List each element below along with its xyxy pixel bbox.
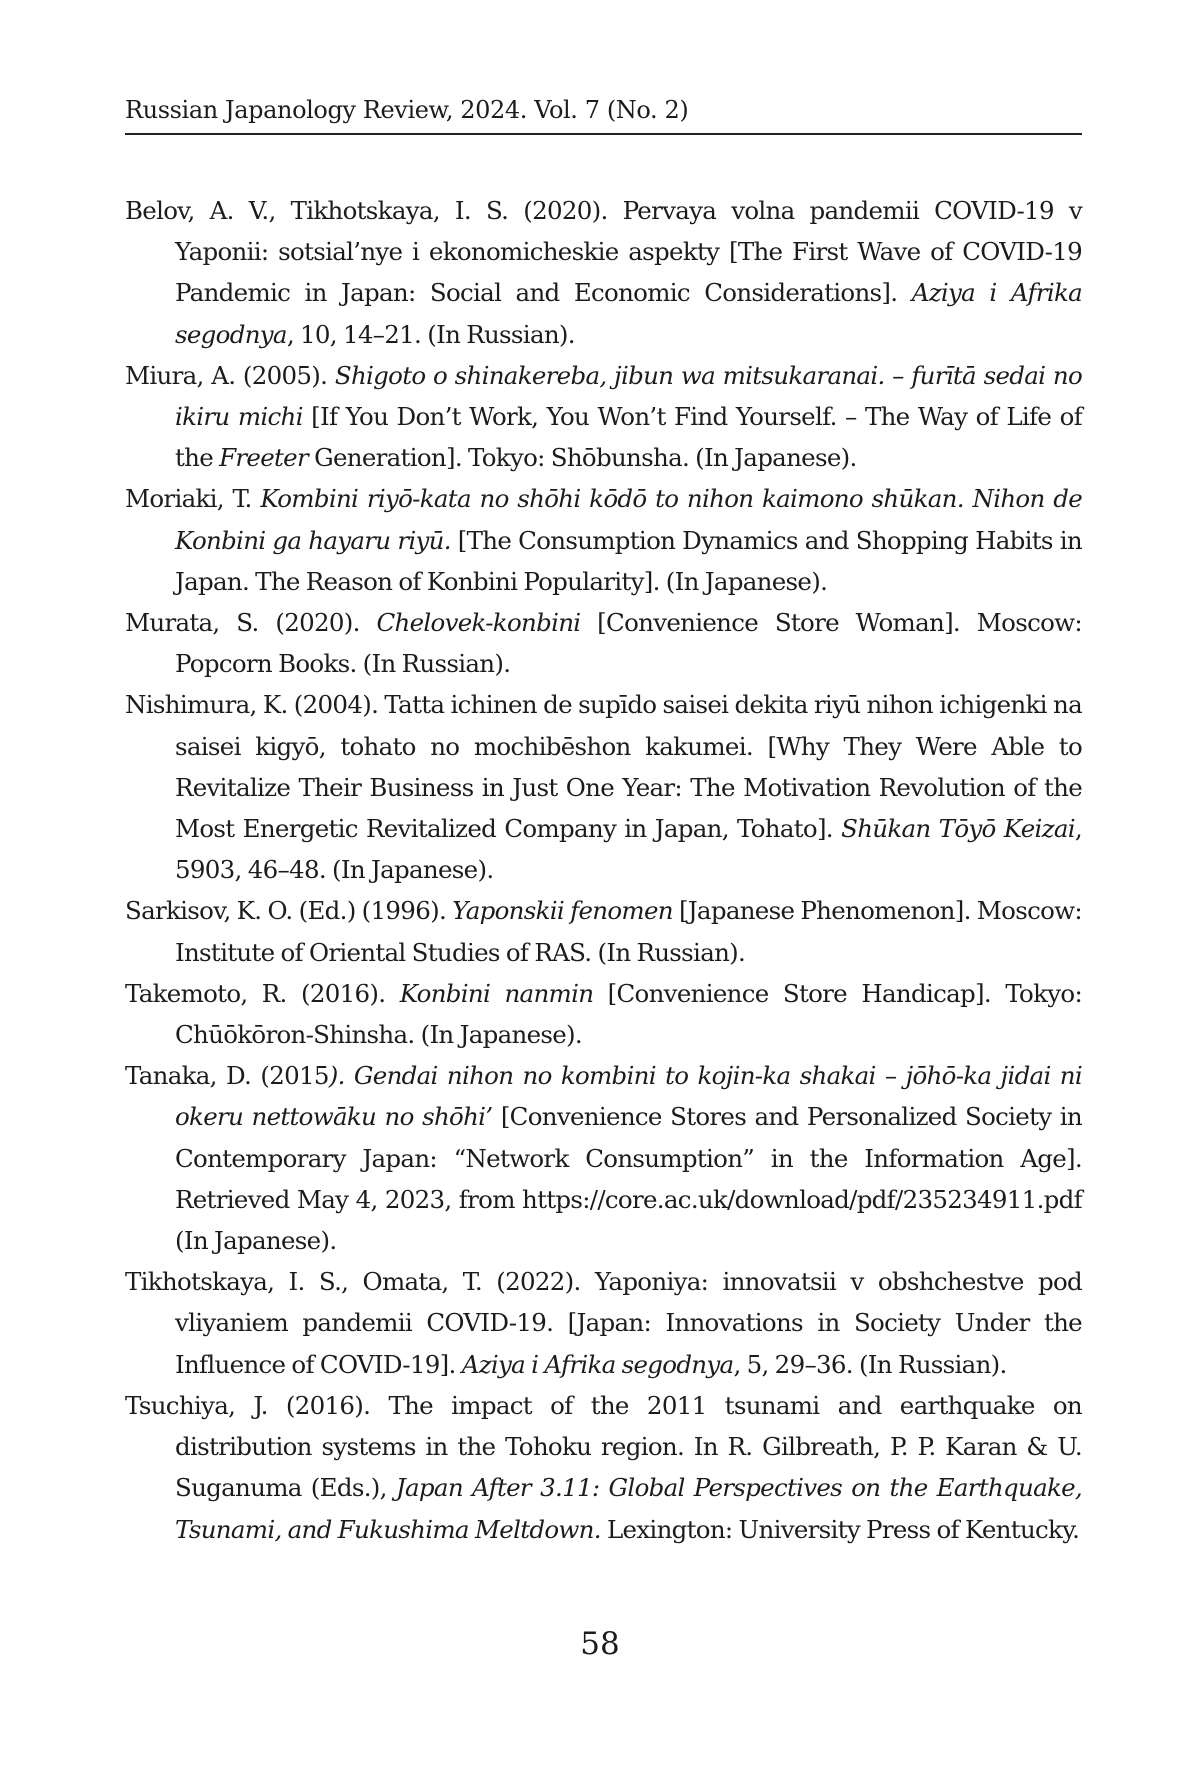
running-header [125,96,1082,135]
reference-entry: Takemoto, R. (2016). Konbini nanmin [Convenience Store Handicap]. Tokyo: Chūōkōron-Shinsha. (In Japanese). [125,978,1082,1050]
reference-list [125,190,1082,1550]
reference-entry: Belov, A. V., Tikhotskaya, I. S. (2020). Pervaya volna pandemii COVID-19 v Yaponii: sotsial’nye i ekonomicheskie aspekty [The First Wave of COVID-19 Pandemic in Japan: Social and Economic Considerations]. Aziya i Afrika segodnya, 10, 14–21. (In Russian). [125,196,1083,349]
reference-entry: Nishimura, K. (2004). Tatta ichinen de supīdo saisei dekita riyū nihon ichigenki na saisei kigyō, tohato no mochibēshon kakumei. [Why They Were Able to Revitalize Their Business in Just One Year: The Motivation Revolution of the Most Energetic Revitalized Company in Japan, Tohato]. Shūkan Tōyō Keizai, 5903, 46–48. (In Japanese). [125,690,1082,885]
reference-entry: Tanaka, D. (2015). Gendai nihon no kombini to kojin-ka shakai – jōhō-ka jidai ni okeru nettowāku no shōhi’ [Convenience Stores and Personalized Society in Contemporary Japan: “Network Consumption” in the Information Age]. Retrieved May 4, 2023, from https://core.ac.uk/download/pdf/235234911.pdf (In Japanese). [125,1061,1083,1256]
reference-entry: Tikhotskaya, I. S., Omata, T. (2022). Yaponiya: innovatsii v obshchestve pod vliyaniem pandemii COVID-19. [Japan: Innovations in Society Under the Influence of COVID-19]. Aziya i Afrika segodnya, 5, 29–36. (In Russian). [125,1267,1082,1379]
reference-entry: Moriaki, T. Kombini riyō-kata no shōhi kōdō to nihon kaimono shūkan. Nihon de Konbini ga hayaru riyū. [The Consumption Dynamics and Shopping Habits in Japan. The Reason of Konbini Popularity]. (In Japanese). [125,484,1082,596]
journal-title: Russian Japanology Review, 2024. Vol. 7 (No. 2) [125,96,689,124]
page-number: 58 [580,1626,620,1662]
reference-entry: Murata, S. (2020). Chelovek-konbini [Convenience Store Woman]. Moscow: Popcorn Books. (In Russian). [125,608,1082,679]
reference-entry: Miura, A. (2005). Shigoto o shinakereba, jibun wa mitsukaranai. – furītā sedai no ikiru michi [If You Don’t Work, You Won’t Find Yourself. – The Way of Life of the Freeter Generation]. Tokyo: Shōbunsha. (In Japanese). [125,360,1082,473]
reference-entry: Sarkisov, K. O. (Ed.) (1996). Yaponskii fenomen [Japanese Phenomenon]. Moscow: Institute of Oriental Studies of RAS. (In Russian). [125,896,1082,967]
reference-entry: Tsuchiya, J. (2016). The impact of the 2011 tsunami and earthquake on distribution systems in the Tohoku region. In R. Gilbreath, P. P. Karan & U. Suganuma (Eds.), Japan After 3.11: Global Perspectives on the Earthquake, Tsunami, and Fukushima Meltdown. Lexington: University Press of Kentucky. [125,1390,1083,1544]
